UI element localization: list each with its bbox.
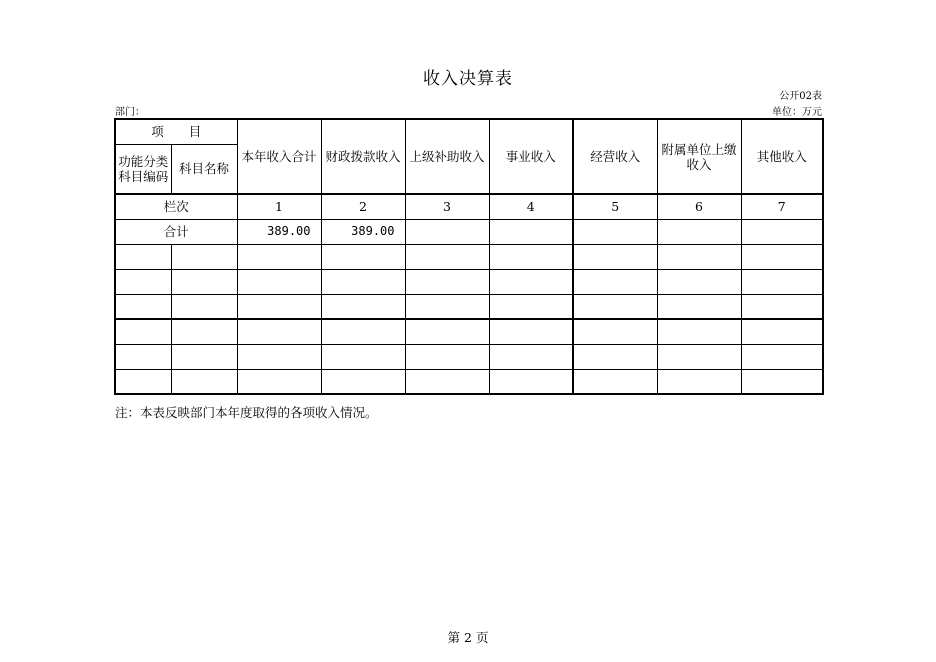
department-label: 部门： — [115, 107, 145, 118]
row-index-7: 7 — [741, 194, 823, 219]
table-row — [115, 244, 823, 269]
row-index-4: 4 — [489, 194, 573, 219]
unit-label: 单位：万元 — [772, 107, 822, 118]
table-row — [115, 369, 823, 394]
page-title: 收入决算表 — [423, 69, 513, 89]
page-number: 第 2 页 — [447, 630, 489, 645]
row-index-2: 2 — [321, 194, 405, 219]
header-col-4: 事业收入 — [489, 119, 573, 194]
total-col-3 — [405, 219, 489, 244]
table-row — [115, 294, 823, 319]
row-index-1: 1 — [237, 194, 321, 219]
header-col-2: 财政拨款收入 — [321, 119, 405, 194]
table-note: 注：本表反映部门本年度取得的各项收入情况。 — [115, 405, 378, 420]
header-col-3: 上级补助收入 — [405, 119, 489, 194]
header-col-7: 其他收入 — [741, 119, 823, 194]
row-index-label: 栏次 — [115, 194, 237, 219]
row-index-6: 6 — [657, 194, 741, 219]
income-table — [114, 118, 824, 395]
header-col-5: 经营收入 — [573, 119, 657, 194]
total-col-6 — [657, 219, 741, 244]
table-row — [115, 344, 823, 369]
header-col-6: 附属单位上缴收入 — [657, 119, 741, 194]
row-index-3: 3 — [405, 194, 489, 219]
header-col-1: 本年收入合计 — [237, 119, 321, 194]
total-col-4 — [489, 219, 573, 244]
total-col-7 — [741, 219, 823, 244]
total-col-2: 389.00 — [321, 219, 405, 244]
total-col-1: 389.00 — [237, 219, 321, 244]
table-row — [115, 269, 823, 294]
row-index-5: 5 — [573, 194, 657, 219]
header-func-code: 功能分类科目编码 — [115, 144, 171, 194]
header-item: 项 目 — [115, 119, 237, 144]
header-subject-name: 科目名称 — [171, 144, 237, 194]
total-col-5 — [573, 219, 657, 244]
total-label: 合计 — [115, 219, 237, 244]
table-row — [115, 319, 823, 344]
form-code: 公开02表 — [779, 91, 822, 102]
